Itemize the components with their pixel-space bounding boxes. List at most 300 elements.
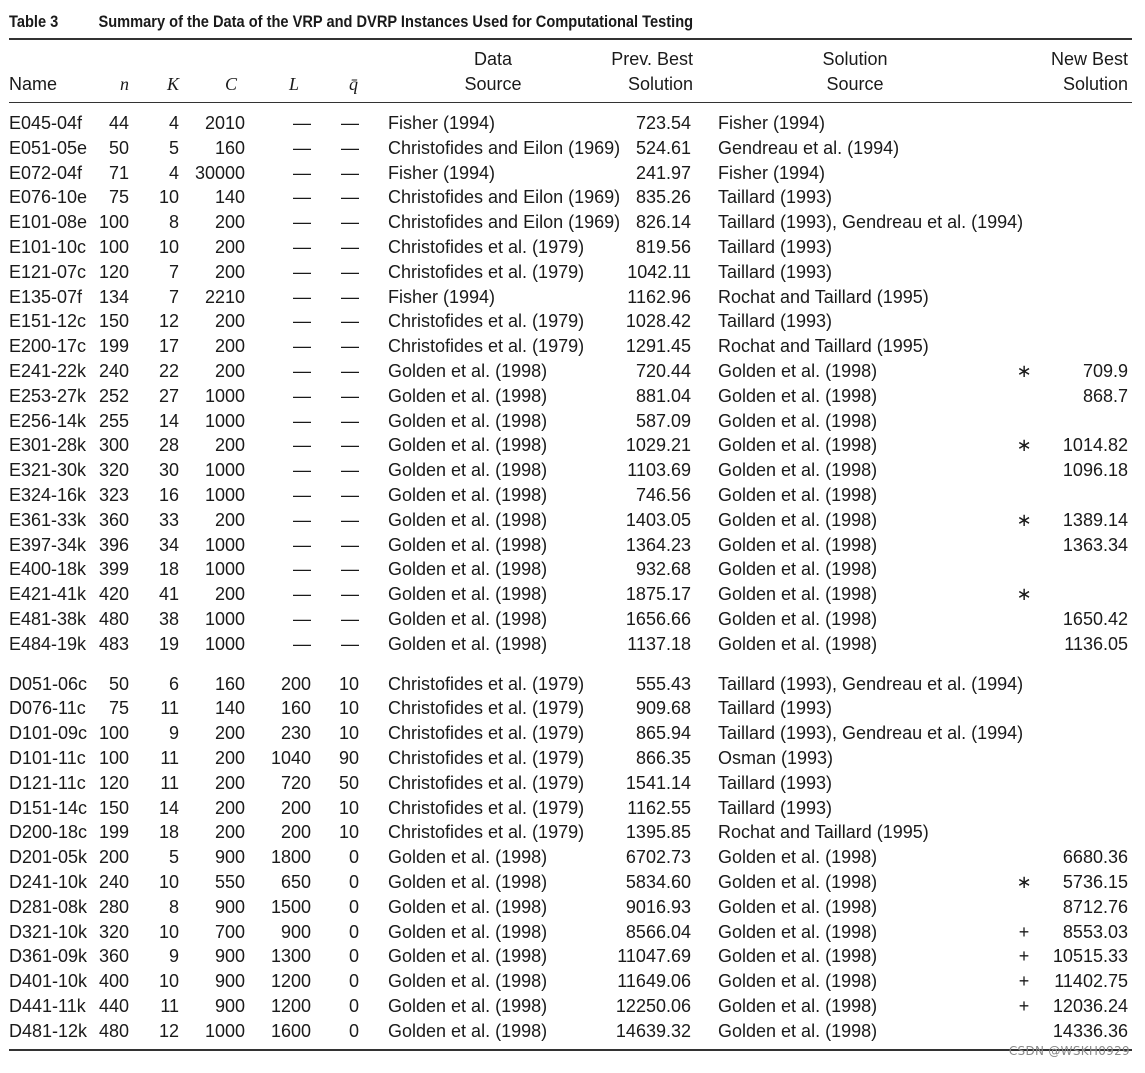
- table-row: [0, 111, 1145, 136]
- prev-best-solution: 1042.11: [627, 261, 691, 282]
- instance-name: D361-09k: [9, 946, 88, 967]
- n-value: 280: [98, 896, 129, 917]
- data-source: Golden et al. (1998): [388, 609, 548, 629]
- improvement-mark: ∗: [1016, 509, 1032, 530]
- prev-best-solution: 1162.55: [627, 797, 691, 818]
- new-best-solution: 8553.03: [1062, 921, 1128, 942]
- instance-name: E072-04f: [9, 162, 83, 183]
- instance-name: D401-10k: [9, 971, 88, 992]
- solution-source: Golden et al. (1998): [718, 996, 878, 1016]
- length-value: 200: [280, 673, 311, 694]
- new-best-solution: 5736.15: [1062, 872, 1128, 892]
- new-best-solution: 6680.36: [1062, 847, 1128, 868]
- new-best-solution: 1363.34: [1062, 534, 1128, 555]
- n-value: 134: [98, 286, 129, 307]
- k-value: 16: [158, 485, 179, 505]
- solution-source: Osman (1993): [718, 748, 834, 768]
- q-value: 10: [338, 723, 359, 744]
- n-value: 71: [108, 162, 129, 183]
- solution-source: Golden et al. (1998): [718, 847, 878, 868]
- table-row: [0, 409, 1145, 434]
- capacity-value: 1000: [204, 534, 245, 555]
- length-value: —: [293, 559, 311, 580]
- k-value: 10: [158, 921, 179, 942]
- data-source: Golden et al. (1998): [388, 946, 548, 967]
- prev-best-solution: 1364.23: [625, 534, 691, 555]
- prev-best-solution: 11047.69: [617, 946, 691, 967]
- prev-best-solution: 1395.85: [625, 822, 691, 843]
- q-value: —: [341, 361, 359, 381]
- data-source: Golden et al. (1998): [388, 872, 548, 892]
- n-value: 150: [98, 311, 129, 332]
- q-value: 0: [348, 847, 359, 868]
- k-value: 9: [168, 723, 179, 744]
- instance-name: E397-34k: [9, 534, 87, 555]
- prev-best-solution: 1403.05: [625, 509, 691, 530]
- solution-source: Golden et al. (1998): [718, 485, 878, 505]
- improvement-mark: ∗: [1016, 361, 1032, 381]
- solution-source: Gendreau et al. (1994): [718, 137, 900, 158]
- instance-name: E135-07f: [9, 286, 83, 307]
- prev-best-solution: 723.54: [635, 113, 691, 133]
- n-value: 300: [98, 435, 129, 456]
- instance-name: E484-19k: [9, 633, 87, 654]
- solution-source: Taillard (1993): [718, 187, 833, 208]
- data-source: Christofides et al. (1979): [388, 698, 585, 719]
- n-value: 420: [98, 584, 129, 605]
- q-value: —: [341, 609, 359, 629]
- data-source: Golden et al. (1998): [388, 559, 548, 580]
- improvement-mark: +: [1018, 996, 1030, 1016]
- improvement-mark: +: [1018, 971, 1030, 992]
- header-prev-best-line2: Solution: [627, 74, 693, 94]
- instance-name: E241-22k: [9, 361, 87, 381]
- k-value: 34: [158, 534, 179, 555]
- data-source: Golden et al. (1998): [388, 921, 548, 942]
- new-best-solution: 14336.36: [1052, 1020, 1128, 1041]
- table-row: [0, 210, 1145, 235]
- n-value: 240: [98, 872, 129, 892]
- length-value: —: [293, 385, 311, 406]
- solution-source: Taillard (1993): [718, 698, 833, 719]
- capacity-value: 900: [214, 946, 245, 967]
- length-value: —: [293, 237, 311, 257]
- prev-best-solution: 555.43: [635, 673, 691, 694]
- k-value: 14: [158, 410, 179, 431]
- instance-name: D076-11c: [9, 698, 86, 719]
- instance-name: E253-27k: [9, 385, 87, 406]
- prev-best-solution: 819.56: [635, 237, 691, 257]
- capacity-value: 1000: [204, 485, 245, 505]
- header-data-source: [458, 47, 528, 97]
- instance-name: D101-11c: [9, 748, 86, 768]
- capacity-value: 140: [214, 187, 245, 208]
- instance-name: E101-10c: [9, 237, 87, 257]
- solution-source: Rochat and Taillard (1995): [718, 286, 929, 307]
- length-value: 160: [280, 698, 311, 719]
- improvement-mark: ∗: [1016, 872, 1032, 892]
- solution-source: Golden et al. (1998): [718, 435, 878, 456]
- q-value: —: [341, 237, 359, 257]
- capacity-value: 1000: [204, 559, 245, 580]
- q-value: —: [341, 212, 359, 233]
- header-data-source-line2: Source: [464, 74, 522, 94]
- capacity-value: 1000: [204, 410, 245, 431]
- header-name: Name: [9, 74, 58, 94]
- n-value: 255: [98, 410, 129, 431]
- table-row: [0, 161, 1145, 186]
- table-row: [0, 185, 1145, 210]
- bottom-rule: [9, 1049, 1132, 1051]
- k-value: 11: [160, 772, 179, 793]
- length-value: —: [293, 137, 311, 158]
- prev-best-solution: 835.26: [635, 187, 691, 208]
- q-value: —: [341, 559, 359, 580]
- q-value: —: [341, 584, 359, 605]
- length-value: 1500: [270, 896, 311, 917]
- improvement-mark: ∗: [1016, 435, 1032, 456]
- table-title: Summary of the Data of the VRP and DVRP Instances Used for Computational Testing: [98, 12, 694, 31]
- solution-source: Golden et al. (1998): [718, 584, 878, 605]
- solution-source: Golden et al. (1998): [718, 534, 878, 555]
- n-value: 200: [98, 847, 129, 868]
- table-row: [0, 285, 1145, 310]
- table-row: [0, 1019, 1145, 1044]
- length-value: 230: [280, 723, 311, 744]
- data-source: Christofides et al. (1979): [388, 772, 585, 793]
- data-source: Golden et al. (1998): [388, 460, 548, 481]
- capacity-value: 900: [214, 896, 245, 917]
- solution-source: Rochat and Taillard (1995): [718, 336, 929, 357]
- k-value: 5: [168, 847, 179, 868]
- n-value: 440: [98, 996, 129, 1016]
- table-row: [0, 458, 1145, 483]
- data-source: Fisher (1994): [388, 113, 496, 133]
- header-prev-best: [611, 47, 693, 97]
- instance-name: D051-06c: [9, 673, 88, 694]
- table-row: [0, 309, 1145, 334]
- length-value: 650: [280, 872, 311, 892]
- k-value: 12: [158, 311, 179, 332]
- prev-best-solution: 587.09: [635, 410, 691, 431]
- length-value: 720: [280, 772, 311, 793]
- data-source: Christofides et al. (1979): [388, 748, 585, 768]
- table-number: Table 3: [9, 12, 59, 31]
- n-value: 100: [98, 748, 129, 768]
- capacity-value: 200: [214, 509, 245, 530]
- data-source: Christofides et al. (1979): [388, 723, 585, 744]
- table-row: [0, 994, 1145, 1019]
- header-q: q̄: [349, 74, 358, 94]
- data-source: Golden et al. (1998): [388, 485, 548, 505]
- prev-best-solution: 5834.60: [625, 872, 691, 892]
- new-best-solution: 1136.05: [1064, 633, 1128, 654]
- q-value: 0: [348, 946, 359, 967]
- length-value: —: [293, 485, 311, 505]
- instance-name: D200-18c: [9, 822, 88, 843]
- instance-name: D201-05k: [9, 847, 88, 868]
- header-new-best-line1: New Best: [1050, 49, 1128, 69]
- data-source: Golden et al. (1998): [388, 361, 548, 381]
- q-value: —: [341, 534, 359, 555]
- n-value: 120: [98, 261, 129, 282]
- capacity-value: 1000: [204, 609, 245, 629]
- new-best-solution: 1389.14: [1062, 509, 1128, 530]
- length-value: —: [293, 534, 311, 555]
- k-value: 6: [168, 673, 179, 694]
- prev-best-solution: 241.97: [635, 162, 691, 183]
- prev-best-solution: 826.14: [635, 212, 691, 233]
- instance-name: D441-11k: [9, 996, 86, 1016]
- prev-best-solution: 881.04: [635, 385, 691, 406]
- q-value: —: [341, 435, 359, 456]
- data-source: Christofides and Eilon (1969): [388, 212, 621, 233]
- q-value: 0: [348, 896, 359, 917]
- capacity-value: 160: [214, 137, 245, 158]
- k-value: 12: [158, 1020, 179, 1041]
- q-value: —: [341, 286, 359, 307]
- n-value: 199: [98, 336, 129, 357]
- k-value: 10: [158, 187, 179, 208]
- solution-source: Taillard (1993): [718, 261, 833, 282]
- n-value: 320: [98, 460, 129, 481]
- table-row: [0, 359, 1145, 384]
- data-source: Christofides and Eilon (1969): [388, 187, 621, 208]
- q-value: —: [341, 509, 359, 530]
- solution-source: Golden et al. (1998): [718, 896, 878, 917]
- n-value: 480: [98, 1020, 129, 1041]
- header-prev-best-line1: Prev. Best: [611, 49, 693, 69]
- n-value: 100: [98, 212, 129, 233]
- solution-source: Golden et al. (1998): [718, 1020, 878, 1041]
- table-row: [0, 136, 1145, 161]
- data-source: Golden et al. (1998): [388, 584, 548, 605]
- q-value: —: [341, 311, 359, 332]
- prev-best-solution: 1656.66: [625, 609, 691, 629]
- length-value: 1040: [270, 748, 311, 768]
- solution-source: Taillard (1993), Gendreau et al. (1994): [718, 723, 1024, 744]
- capacity-value: 200: [214, 261, 245, 282]
- k-value: 38: [158, 609, 179, 629]
- table-row: [0, 384, 1145, 409]
- table-row: [0, 260, 1145, 285]
- solution-source: Golden et al. (1998): [718, 385, 878, 406]
- solution-source: Golden et al. (1998): [718, 410, 878, 431]
- capacity-value: 200: [214, 311, 245, 332]
- capacity-value: 900: [214, 996, 245, 1016]
- solution-source: Golden et al. (1998): [718, 460, 878, 481]
- table-row: [0, 845, 1145, 870]
- length-value: —: [293, 460, 311, 481]
- k-value: 18: [158, 822, 179, 843]
- prev-best-solution: 1137.18: [627, 633, 691, 654]
- length-value: —: [293, 435, 311, 456]
- k-value: 8: [168, 896, 179, 917]
- q-value: —: [341, 410, 359, 431]
- capacity-value: 1000: [204, 460, 245, 481]
- n-value: 396: [98, 534, 129, 555]
- capacity-value: 200: [214, 361, 245, 381]
- solution-source: Golden et al. (1998): [718, 633, 878, 654]
- data-source: Christofides et al. (1979): [388, 311, 585, 332]
- data-source: Golden et al. (1998): [388, 896, 548, 917]
- instance-name: E301-28k: [9, 435, 87, 456]
- solution-source: Fisher (1994): [718, 113, 826, 133]
- capacity-value: 30000: [194, 162, 245, 183]
- capacity-value: 900: [214, 971, 245, 992]
- data-source: Christofides et al. (1979): [388, 822, 585, 843]
- capacity-value: 200: [214, 797, 245, 818]
- instance-name: D241-10k: [9, 872, 88, 892]
- q-value: 10: [338, 698, 359, 719]
- solution-source: Golden et al. (1998): [718, 609, 878, 629]
- q-value: —: [341, 385, 359, 406]
- table-header: [0, 0, 1145, 100]
- data-source: Christofides et al. (1979): [388, 261, 585, 282]
- table-row: [0, 870, 1145, 895]
- data-source: Golden et al. (1998): [388, 534, 548, 555]
- instance-name: E200-17c: [9, 336, 87, 357]
- length-value: —: [293, 113, 311, 133]
- instance-name: E256-14k: [9, 410, 87, 431]
- length-value: —: [293, 311, 311, 332]
- n-value: 360: [98, 946, 129, 967]
- n-value: 320: [98, 921, 129, 942]
- solution-source: Golden et al. (1998): [718, 921, 878, 942]
- instance-name: D121-11c: [9, 772, 86, 793]
- capacity-value: 1000: [204, 385, 245, 406]
- k-value: 10: [158, 872, 179, 892]
- data-source: Golden et al. (1998): [388, 847, 548, 868]
- solution-source: Taillard (1993), Gendreau et al. (1994): [718, 673, 1024, 694]
- n-value: 100: [98, 237, 129, 257]
- q-value: 0: [348, 872, 359, 892]
- instance-name: E421-41k: [9, 584, 87, 605]
- header-solution-source-line1: Solution: [822, 49, 888, 69]
- k-value: 17: [158, 336, 179, 357]
- improvement-mark: ∗: [1016, 584, 1032, 605]
- instance-name: E481-38k: [9, 609, 87, 629]
- table-row: [0, 771, 1145, 796]
- instance-name: E121-07c: [9, 261, 87, 282]
- solution-source: Golden et al. (1998): [718, 559, 878, 580]
- length-value: 1200: [270, 996, 311, 1016]
- new-best-solution: 1014.82: [1062, 435, 1128, 456]
- k-value: 4: [168, 162, 179, 183]
- q-value: —: [341, 261, 359, 282]
- prev-best-solution: 524.61: [635, 137, 691, 158]
- new-best-solution: 1096.18: [1062, 460, 1128, 481]
- q-value: 10: [338, 673, 359, 694]
- length-value: —: [293, 410, 311, 431]
- q-value: —: [341, 187, 359, 208]
- prev-best-solution: 1541.14: [625, 772, 691, 793]
- n-value: 75: [108, 187, 129, 208]
- solution-source: Taillard (1993): [718, 311, 833, 332]
- prev-best-solution: 1162.96: [627, 286, 691, 307]
- data-source: Golden et al. (1998): [388, 971, 548, 992]
- k-value: 8: [168, 212, 179, 233]
- prev-best-solution: 12250.06: [615, 996, 691, 1016]
- data-source: Golden et al. (1998): [388, 996, 548, 1016]
- table-row: [0, 796, 1145, 821]
- q-value: 10: [338, 822, 359, 843]
- instance-name: E045-04f: [9, 113, 83, 133]
- k-value: 7: [168, 261, 179, 282]
- n-value: 480: [98, 609, 129, 629]
- table-row: [0, 632, 1145, 657]
- length-value: —: [293, 162, 311, 183]
- n-value: 50: [108, 137, 129, 158]
- capacity-value: 700: [214, 921, 245, 942]
- data-source: Golden et al. (1998): [388, 509, 548, 530]
- capacity-value: 1000: [204, 1020, 245, 1041]
- k-value: 5: [168, 137, 179, 158]
- n-value: 150: [98, 797, 129, 818]
- capacity-value: 200: [214, 822, 245, 843]
- q-value: 50: [338, 772, 359, 793]
- capacity-value: 2210: [204, 286, 245, 307]
- solution-source: Golden et al. (1998): [718, 361, 878, 381]
- header-rule: [9, 102, 1132, 103]
- solution-source: Taillard (1993): [718, 237, 833, 257]
- instance-name: E051-05e: [9, 137, 88, 158]
- instance-name: D281-08k: [9, 896, 88, 917]
- new-best-solution: 12036.24: [1052, 996, 1128, 1016]
- header-data-source-line1: Data: [473, 49, 513, 69]
- header-new-best-line2: Solution: [1062, 74, 1128, 94]
- solution-source: Taillard (1993), Gendreau et al. (1994): [718, 212, 1024, 233]
- k-value: 14: [158, 797, 179, 818]
- table-row: [0, 582, 1145, 607]
- n-value: 252: [98, 385, 129, 406]
- table-row: [0, 533, 1145, 558]
- data-source: Golden et al. (1998): [388, 385, 548, 406]
- capacity-value: 160: [214, 673, 245, 694]
- instance-name: E324-16k: [9, 485, 87, 505]
- data-source: Golden et al. (1998): [388, 410, 548, 431]
- q-value: 90: [338, 748, 359, 768]
- n-value: 50: [108, 673, 129, 694]
- n-value: 100: [98, 723, 129, 744]
- capacity-value: 200: [214, 584, 245, 605]
- n-value: 120: [98, 772, 129, 793]
- k-value: 33: [158, 509, 179, 530]
- prev-best-solution: 1103.69: [627, 460, 691, 481]
- table-row: [0, 235, 1145, 260]
- header-k: K: [166, 74, 179, 94]
- capacity-value: 200: [214, 336, 245, 357]
- prev-best-solution: 909.68: [635, 698, 691, 719]
- solution-source: Golden et al. (1998): [718, 946, 878, 967]
- table-row: [0, 969, 1145, 994]
- k-value: 27: [158, 385, 179, 406]
- n-value: 323: [98, 485, 129, 505]
- capacity-value: 140: [214, 698, 245, 719]
- length-value: —: [293, 609, 311, 629]
- new-best-solution: 8712.76: [1062, 896, 1128, 917]
- capacity-value: 200: [214, 212, 245, 233]
- data-source: Christofides et al. (1979): [388, 797, 585, 818]
- instance-name: D321-10k: [9, 921, 88, 942]
- q-value: —: [341, 137, 359, 158]
- length-value: —: [293, 187, 311, 208]
- instance-name: E101-08e: [9, 212, 88, 233]
- k-value: 18: [158, 559, 179, 580]
- data-source: Christofides et al. (1979): [388, 336, 585, 357]
- new-best-solution: 868.7: [1082, 385, 1128, 406]
- instance-name: E400-18k: [9, 559, 87, 580]
